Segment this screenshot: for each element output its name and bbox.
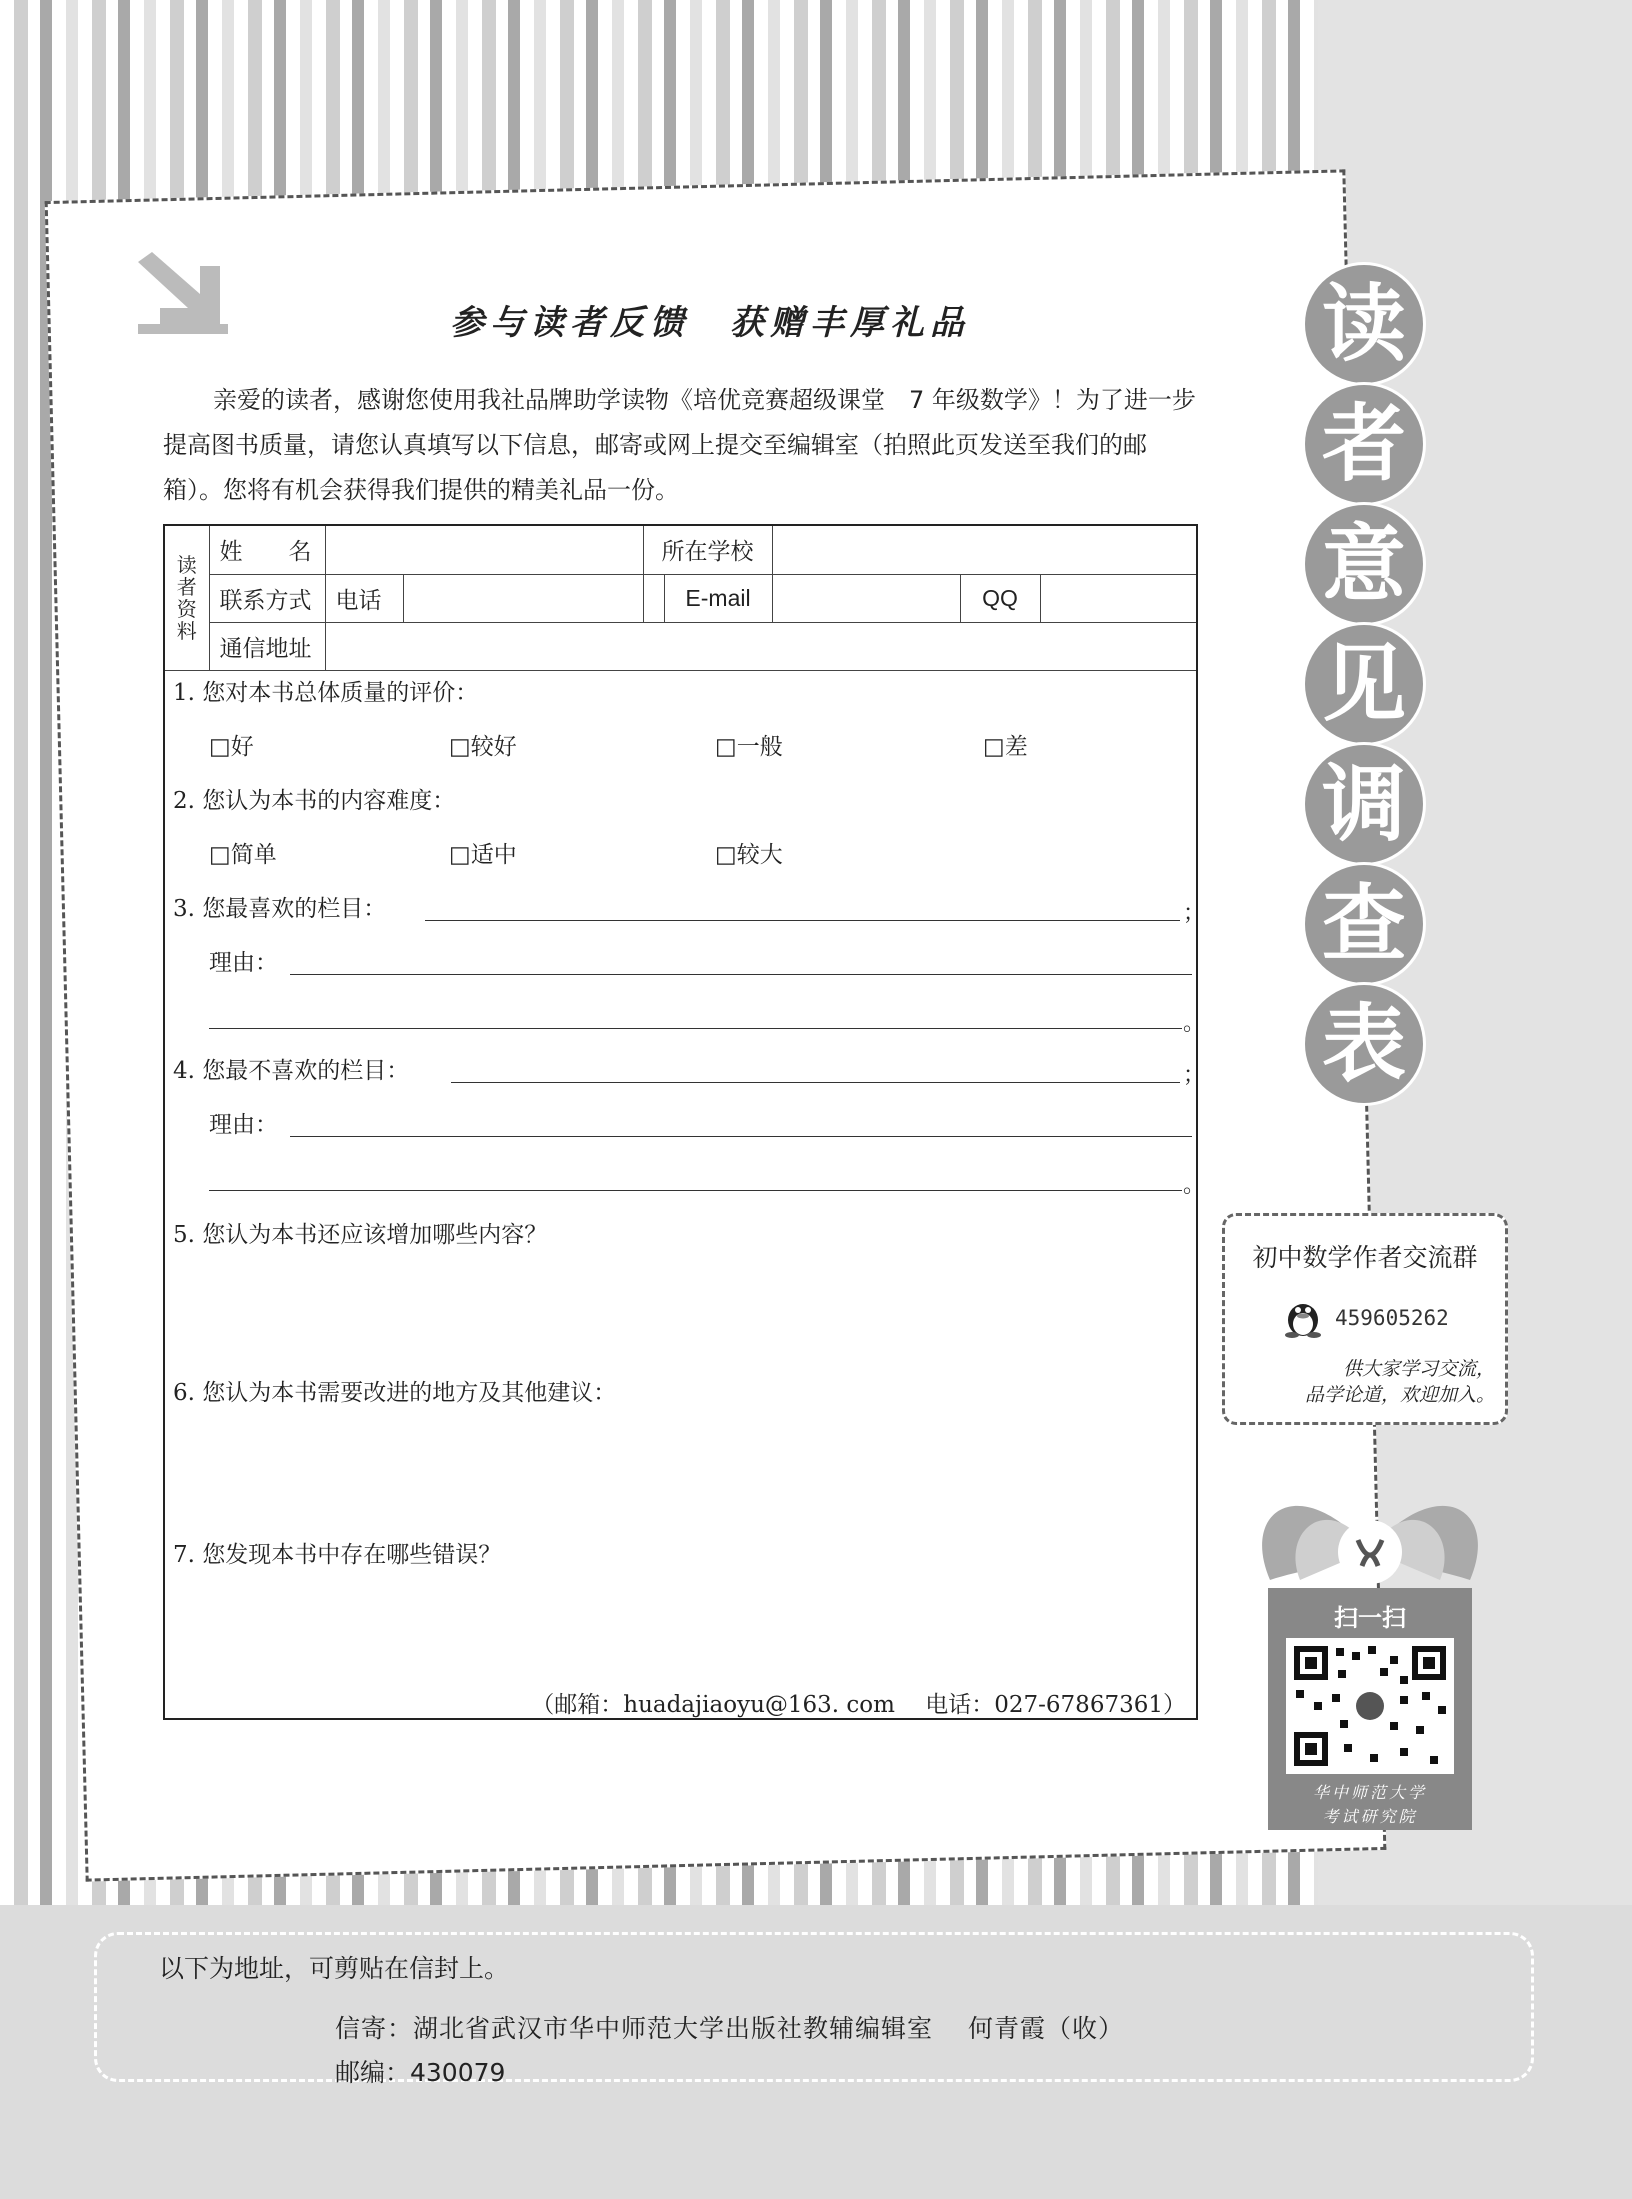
address-field[interactable] — [325, 622, 1196, 670]
side-title-char-3: 意 — [1305, 505, 1423, 623]
scan-label: 扫一扫 — [1334, 1604, 1406, 1632]
email-label: E-mail — [664, 574, 772, 622]
name-label: 姓 名 — [209, 526, 325, 574]
address-instruction: 以下为地址，可剪贴在信封上。 — [159, 1954, 510, 1983]
reader-info-label: 读者资料 — [165, 526, 209, 670]
q2-option-medium[interactable]: □适中 — [449, 842, 517, 868]
page-title: 参与读者反馈 获赠丰厚礼品 — [450, 303, 970, 343]
postal-code: 邮编：430079 — [335, 2058, 506, 2087]
school-field[interactable] — [772, 526, 1196, 574]
question-5: 5. 您认为本书还应该增加哪些内容？ — [173, 1222, 548, 1248]
q3-period: 。 — [1183, 1011, 1206, 1036]
email-field[interactable] — [772, 574, 960, 622]
q3-reason-label: 理由： — [209, 950, 278, 976]
question-2: 2. 您认为本书的内容难度： — [173, 788, 456, 814]
q4-reason-line-1[interactable] — [290, 1136, 1192, 1137]
side-title-char-1: 读 — [1305, 265, 1423, 383]
q3-reason-line-2[interactable] — [209, 1028, 1182, 1029]
question-7: 7. 您发现本书中存在哪些错误？ — [173, 1542, 502, 1568]
q1-option-poor[interactable]: □差 — [983, 734, 1028, 760]
qq-group-note — [1245, 1356, 1495, 1408]
q4-semicolon: ； — [1183, 1063, 1206, 1088]
q1-option-good[interactable]: □好 — [209, 734, 254, 760]
mailing-address: 信寄：湖北省武汉市华中师范大学出版社教辅编辑室 何青霞（收） — [335, 2014, 1124, 2043]
qq-note-line-2: 品学论道，欢迎加入。 — [1304, 1384, 1495, 1406]
org-line-1: 华中师范大学 — [1312, 1783, 1427, 1802]
side-title-char-5: 调 — [1305, 745, 1423, 863]
contact-info: （邮箱：huadajiaoyu@163. com 电话：027-67867361） — [531, 1692, 1186, 1718]
address-box — [94, 1932, 1534, 2087]
question-4: 4. 您最不喜欢的栏目： — [173, 1058, 410, 1084]
side-title-char-6: 查 — [1305, 865, 1423, 983]
qq-field[interactable] — [1040, 574, 1196, 622]
q3-semicolon: ； — [1183, 901, 1206, 926]
side-title-char-2: 者 — [1305, 385, 1423, 503]
q3-answer-line[interactable] — [425, 920, 1180, 921]
q4-period: 。 — [1183, 1173, 1206, 1198]
scan-gift-tag — [1240, 1470, 1500, 1830]
q4-answer-line[interactable] — [451, 1082, 1180, 1083]
phone-label: 电话 — [325, 574, 403, 622]
penguin-icon — [1283, 1294, 1323, 1338]
feedback-form — [163, 524, 1206, 1720]
org-line-2: 考试研究院 — [1322, 1807, 1418, 1826]
q4-reason-label: 理由： — [209, 1112, 278, 1138]
spacer — [643, 574, 664, 622]
qq-group-number: 459605262 — [1335, 1306, 1449, 1330]
address-label: 通信地址 — [209, 622, 325, 670]
school-label: 所在学校 — [643, 526, 772, 574]
qq-label: QQ — [960, 574, 1040, 622]
intro-text: 亲爱的读者，感谢您使用我社品牌助学读物《培优竞赛超级课堂 7 年级数学》！为了进一步提高图书质量，请您认真填写以下信息，邮寄或网上提交至编辑室（拍照此页发送至我们的邮箱）。您将有机会获得我们提供的精美礼品一份。 — [163, 386, 1196, 504]
side-title-char-7: 表 — [1305, 985, 1423, 1103]
question-1: 1. 您对本书总体质量的评价： — [173, 680, 479, 706]
qq-group-title: 初中数学作者交流群 — [1252, 1243, 1478, 1272]
contact-label: 联系方式 — [209, 574, 325, 622]
side-title-char-4: 见 — [1305, 625, 1423, 743]
q2-option-hard[interactable]: □较大 — [715, 842, 783, 868]
q1-option-fairly-good[interactable]: □较好 — [449, 734, 517, 760]
question-3: 3. 您最喜欢的栏目： — [173, 896, 387, 922]
reader-info-table — [165, 526, 1196, 671]
gift-bow-icon — [1240, 1470, 1500, 1830]
q2-option-easy[interactable]: □简单 — [209, 842, 277, 868]
name-field[interactable] — [325, 526, 643, 574]
q4-reason-line-2[interactable] — [209, 1190, 1182, 1191]
phone-field[interactable] — [403, 574, 643, 622]
q1-option-average[interactable]: □一般 — [715, 734, 783, 760]
qq-group-box — [1222, 1213, 1508, 1425]
q3-reason-line-1[interactable] — [290, 974, 1192, 975]
intro-paragraph — [163, 378, 1203, 513]
question-6: 6. 您认为本书需要改进的地方及其他建议： — [173, 1380, 617, 1406]
qq-note-line-1: 供大家学习交流， — [1342, 1358, 1495, 1380]
